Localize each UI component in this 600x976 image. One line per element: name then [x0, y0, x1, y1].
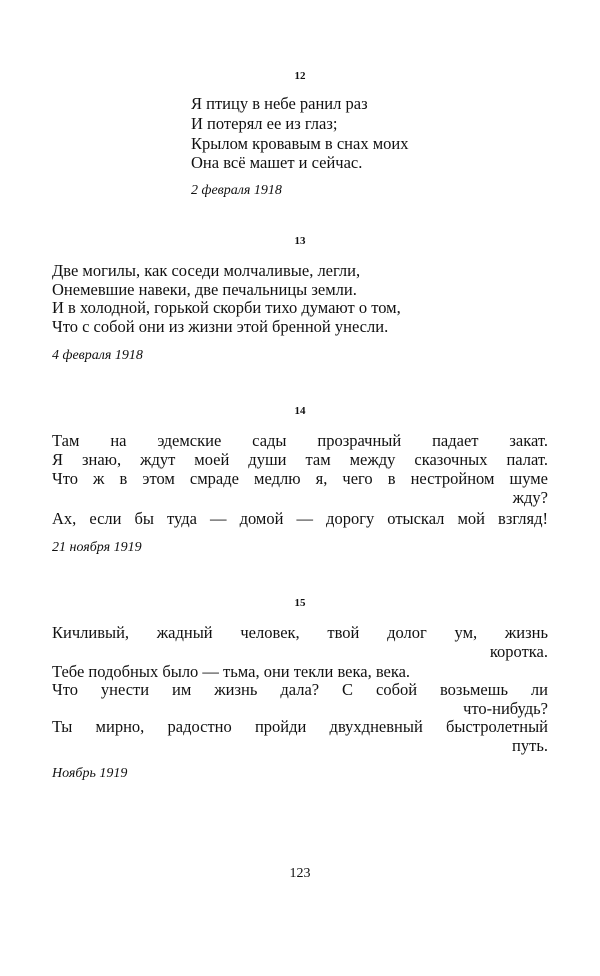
poem-date: 4 февраля 1918 [52, 348, 143, 363]
poem-line: Крылом кровавым в снах моих [191, 134, 409, 153]
poem-date: 21 ноября 1919 [52, 540, 142, 555]
poem-number: 13 [294, 235, 306, 247]
poem-date: 2 февраля 1918 [191, 183, 282, 198]
poem-line: И потерял ее из глаз; [191, 114, 338, 133]
page-number: 123 [289, 866, 311, 881]
poem-line: Я птицу в небе ранил раз [191, 94, 368, 113]
poem-line: Онемевшие навеки, две печальницы земли. [52, 280, 357, 299]
poem-line: Тебе подобных было — тьма, они текли века, века. [52, 662, 411, 681]
poem-line: Что с собой они из жизни этой бренной унесли. [52, 317, 389, 336]
poem-line: Что ж в этом смраде медлю я, чего в нестройном шуме [52, 469, 548, 488]
poem-date: Ноябрь 1919 [52, 766, 128, 781]
poem-line-continuation: коротка. [489, 642, 548, 661]
poem-line: Она всё машет и сейчас. [191, 153, 363, 172]
poem-line: И в холодной, горькой скорби тихо думают о том, [52, 298, 401, 317]
poem-number: 15 [294, 597, 306, 609]
poem-line: Что унести им жизнь дала? С собой возьмешь ли [52, 680, 548, 699]
poem-line: Там на эдемские сады прозрачный падает закат. [52, 431, 548, 450]
poem-line-continuation: что-нибудь? [463, 699, 548, 718]
poem-line: Кичливый, жадный человек, твой долог ум, жизнь [52, 623, 548, 642]
poem-number: 14 [294, 405, 306, 417]
poem-line-continuation: путь. [512, 736, 548, 755]
poem-line: Две могилы, как соседи молчаливые, легли, [52, 261, 361, 280]
poem-line: Ты мирно, радостно пройди двухдневный быстролетный [52, 717, 548, 736]
poem-line-continuation: жду? [512, 488, 548, 507]
poem-line: Я знаю, ждут моей души там между сказочных палат. [52, 450, 548, 469]
poem-number: 12 [294, 70, 306, 82]
poem-line: Ах, если бы туда — домой — дорогу отыскал мой взгляд! [52, 509, 548, 528]
